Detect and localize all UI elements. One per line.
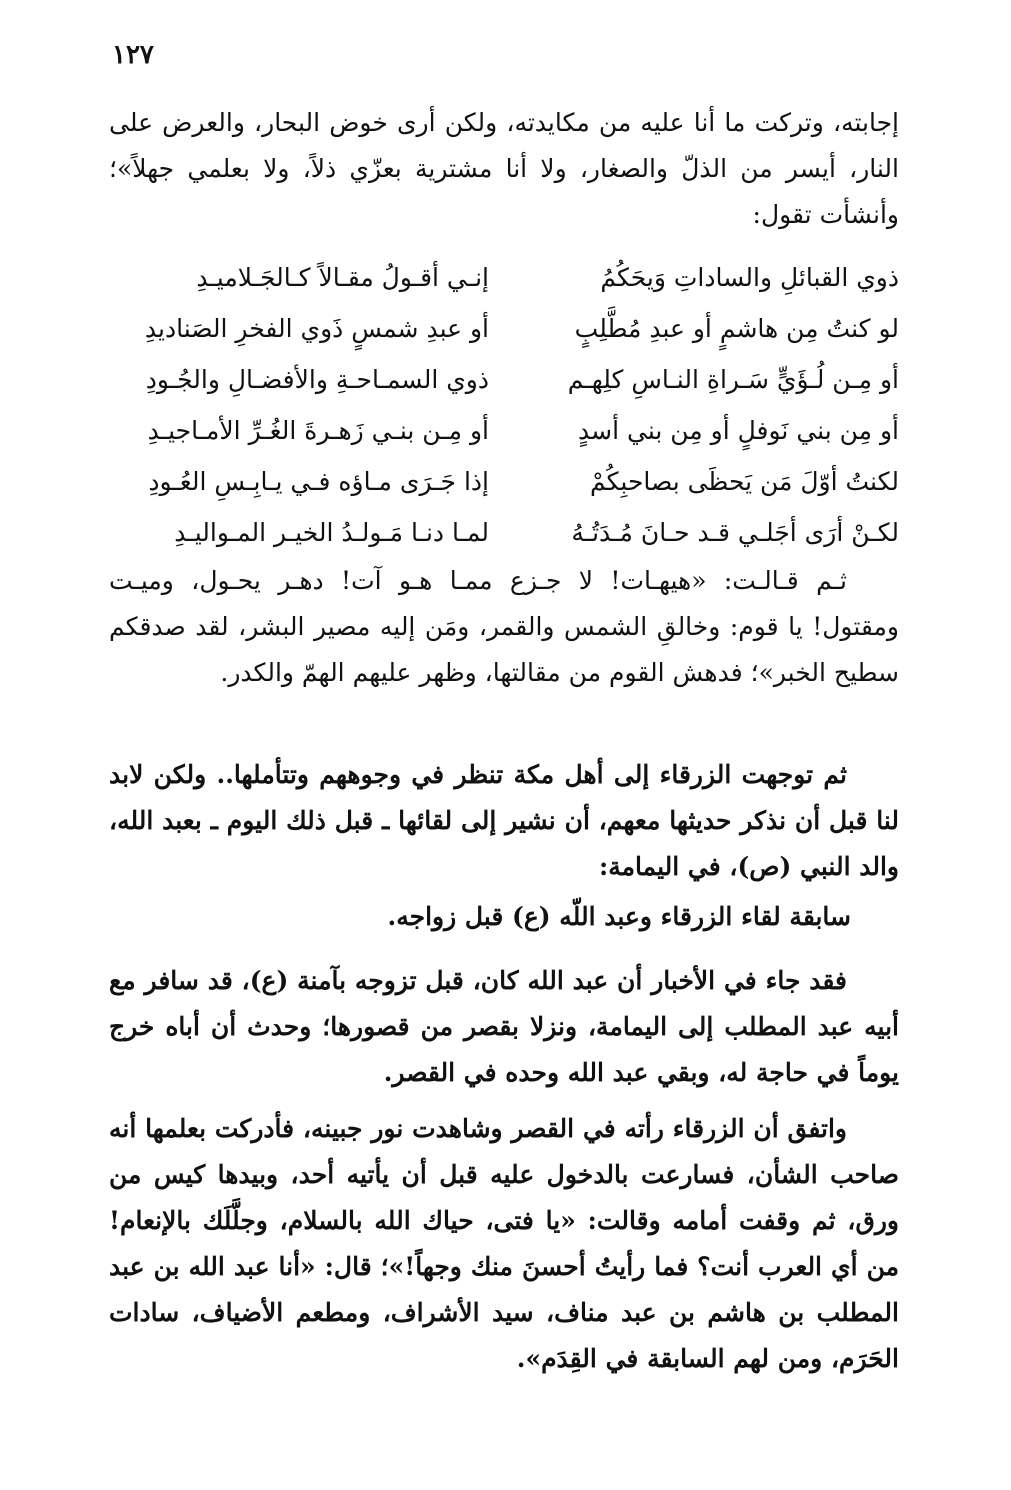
- poem-verse: [109, 303, 899, 354]
- poem-second-hemistich: أو مِـن بنـي زَهـرةَ الغُـرِّ الأمـاجيـدِ: [147, 416, 489, 445]
- poem-first-hemistich: أو مِـن لُـؤَيٍّ سَـراةِ النـاسِ كلِهـم: [567, 365, 899, 394]
- poem-first-hemistich: لكنتُ أوّلَ مَن يَحظَى بصاحبِكُمْ: [589, 467, 899, 496]
- poem-second-hemistich: ذوي السمـاحـةِ والأفضـالِ والجُـودِ: [145, 365, 489, 394]
- paragraph-transition: ثم توجهت الزرقاء إلى أهل مكة تنظر في وجوههم وتتأملها.. ولكن لابد لنا قبل أن نذكر حديثها معهم، أن نشير إلى لقائها ـ قبل ذلك اليوم ـ بعبد الله، والد النبي (ص)، في اليمامة:: [109, 760, 899, 881]
- poem: [109, 252, 899, 558]
- page-number: ١٢٧: [112, 40, 154, 70]
- paragraph-meeting: واتفق أن الزرقاء رأته في القصر وشاهدت نور جبينه، فأدركت بعلمها أنه صاحب الشأن، فسارعت بالدخول عليه قبل أن يأتيه أحد، وبيدها كيس من ورق، ثم وقفت أمامه وقالت: «يا فتى، حياك الله بالسلام، وجلَّلَك بالإنعام! من أي العرب أنت؟ فما رأيتُ أحسنَ منك وجهاً!»؛ قال: «أنا عبد الله بن عبد المطلب بن هاشم بن عبد مناف، سيد الأشراف، ومطعم الأضياف، سادات الحَرَم، ومن لهم السابقة في القِدَم».: [109, 1114, 899, 1373]
- poem-verse: [109, 456, 899, 507]
- paragraph-journey: فقد جاء في الأخبار أن عبد الله كان، قبل تزوجه بآمنة (ع)، قد سافر مع أبيه عبد المطلب إلى اليمامة، ونزلا بقصر من قصورها؛ وحدث أن أباه خرج يوماً في حاجة له، وبقي عبد الله وحده في القصر.: [109, 966, 899, 1087]
- paragraph-after-poem: ثـم قـالـت: «هيهـات! لا جـزع ممـا هـو آت! دهـر يحـول، وميـت ومقتول! يا قوم: وخالقِ الشمس والقمر، ومَن إليه مصير البشر، لقد صدقكم سطيح الخبر»؛ فدهش القوم من مقالتها، وظهر عليهم الهمّ والكدر.: [109, 566, 899, 687]
- poem-first-hemistich: لكـنْ أرَى أجَلـي قـد حـانَ مُـدَتُـهُ: [571, 518, 899, 547]
- poem-verse: [109, 354, 899, 405]
- poem-second-hemistich: إنـي أقـولُ مقـالاً كـالجَـلاميـدِ: [196, 263, 489, 292]
- poem-second-hemistich: أو عبدِ شمسٍ ذَوي الفخرِ الصَناديدِ: [144, 314, 489, 343]
- poem-verse: [109, 405, 899, 456]
- poem-verse: [109, 252, 899, 303]
- section-heading: سابقة لقاء الزرقاء وعبد اللّه (ع) قبل زواجه.: [387, 902, 851, 931]
- poem-verse: [109, 507, 899, 558]
- poem-first-hemistich: لو كنتُ مِن هاشمٍ أو عبدِ مُطَّلِبٍ: [574, 314, 899, 343]
- poem-first-hemistich: ذوي القبائلِ والساداتِ وَيحَكُمُ: [600, 263, 899, 292]
- poem-second-hemistich: إذا جَـرَى مـاؤه فـي يـابِـسِ العُـودِ: [148, 467, 489, 496]
- poem-second-hemistich: لمـا دنـا مَـولـدُ الخيـر المـواليـدِ: [174, 518, 489, 547]
- poem-first-hemistich: أو مِن بني نَوفلٍ أو مِن بني أسدٍ: [578, 416, 899, 445]
- paragraph-intro: إجابته، وتركت ما أنا عليه من مكايدته، ولكن أرى خوض البحار، والعرض على النار، أيسر من الذلّ والصغار، ولا أنا مشترية بعزّي ذلاً، ولا بعلمي جهلاً»؛ وأنشأت تقول:: [109, 108, 899, 229]
